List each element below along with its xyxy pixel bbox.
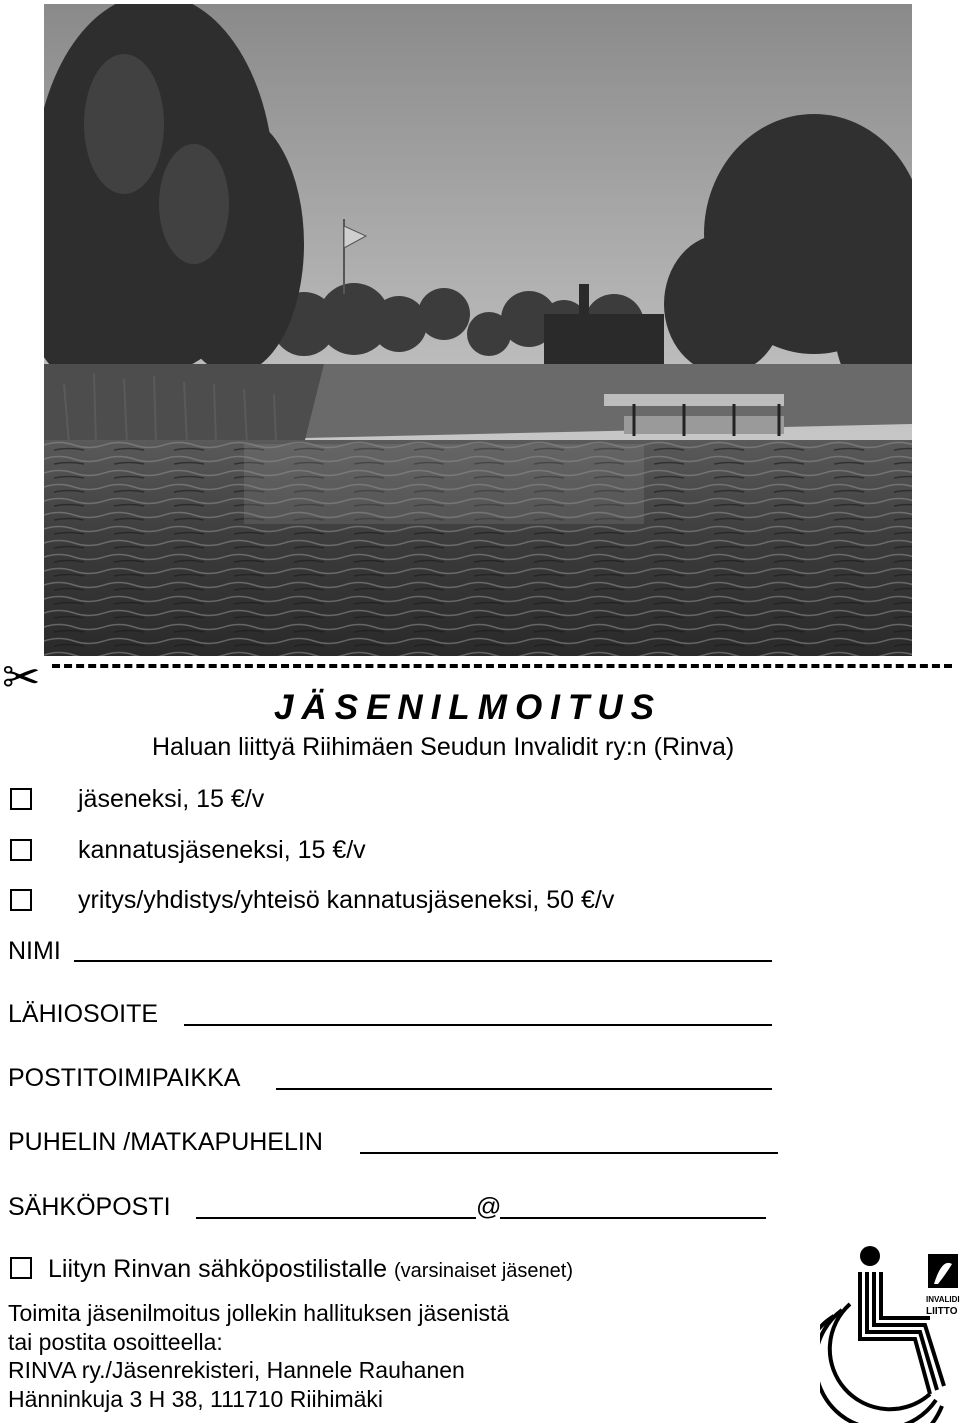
name-label: NIMI	[8, 937, 61, 965]
phone-label: PUHELIN /MATKAPUHELIN	[8, 1128, 323, 1156]
checkbox[interactable]	[10, 889, 32, 911]
mailing-list-option[interactable]	[48, 1254, 573, 1286]
cut-line	[52, 664, 952, 668]
mailing-list-checkbox[interactable]	[10, 1257, 32, 1279]
lake-photo	[44, 4, 912, 656]
email-user-field[interactable]	[196, 1217, 476, 1219]
checkbox[interactable]	[10, 839, 32, 861]
postal-label: POSTITOIMIPAIKKA	[8, 1064, 241, 1092]
option-label: yritys/yhdistys/yhteisö kannatusjäseneksi, 50 €/v	[78, 886, 615, 914]
email-at-sign: @	[476, 1193, 502, 1221]
mailing-list-note: (varsinaiset jäsenet)	[394, 1260, 573, 1282]
email-label: SÄHKÖPOSTI	[8, 1193, 171, 1221]
footer-line: Hänninkuja 3 H 38, 111710 Riihimäki	[8, 1386, 384, 1412]
email-domain-field[interactable]	[500, 1217, 766, 1219]
name-field[interactable]	[74, 960, 772, 962]
option-label: jäseneksi, 15 €/v	[78, 785, 265, 813]
form-title: JÄSENILMOITUS	[274, 688, 662, 727]
mailing-list-label: Liityn Rinvan sähköpostilistalle	[48, 1255, 388, 1283]
form-subtitle: Haluan liittyä Riihimäen Seudun Invalidit ry:n (Rinva)	[152, 733, 735, 761]
wheelchair-logo-icon	[820, 1244, 960, 1423]
checkbox[interactable]	[10, 788, 32, 810]
footer-line: Toimita jäsenilmoitus jollekin hallituksen jäsenistä	[8, 1300, 510, 1326]
scissors-icon: ✂	[2, 650, 41, 704]
logo-text-line: INVALIDI	[926, 1295, 960, 1304]
address-label: LÄHIOSOITE	[8, 1000, 159, 1028]
footer-line: tai postita osoitteella:	[8, 1329, 223, 1355]
option-label: kannatusjäseneksi, 15 €/v	[78, 836, 366, 864]
address-field[interactable]	[184, 1024, 772, 1026]
postal-field[interactable]	[276, 1088, 772, 1090]
footer-line: RINVA ry./Jäsenrekisteri, Hannele Rauhanen	[8, 1357, 465, 1383]
phone-field[interactable]	[360, 1152, 778, 1154]
logo-text-line: LIITTO	[926, 1306, 958, 1317]
